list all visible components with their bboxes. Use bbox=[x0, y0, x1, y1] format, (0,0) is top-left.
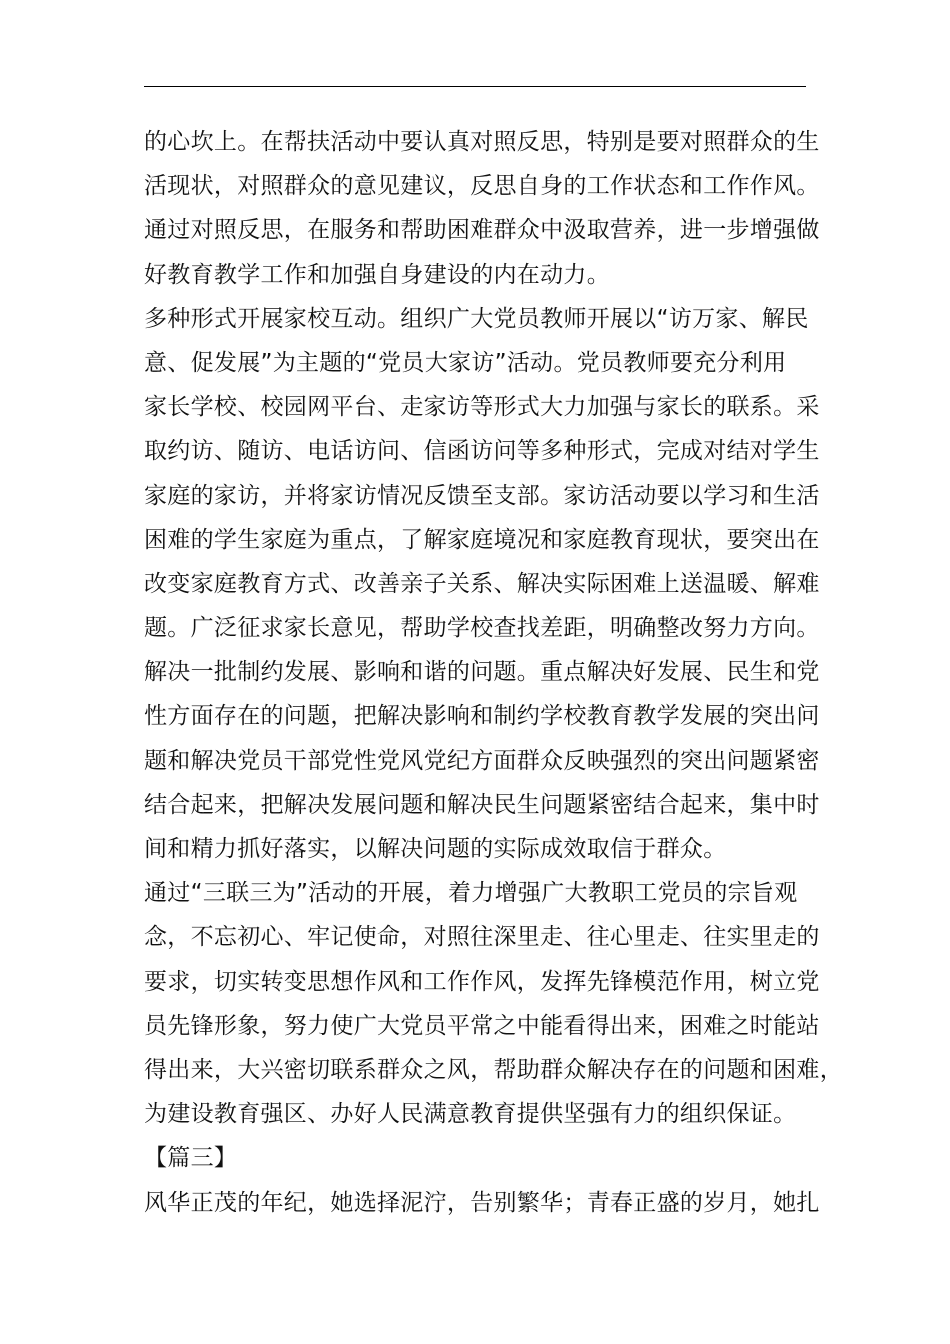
text-line: 好教育教学工作和加强自身建设的内在动力。 bbox=[144, 261, 610, 288]
text-line: 改变家庭教育方式、改善亲子关系、解决实际困难上送温暖、解难 bbox=[144, 570, 820, 597]
text-line: 结合起来，把解决发展问题和解决民生问题紧密结合起来，集中时 bbox=[144, 791, 820, 818]
text-line: 员先锋形象，努力使广大党员平常之中能看得出来，困难之时能站 bbox=[144, 1012, 820, 1039]
text-line: 活现状，对照群众的意见建议，反思自身的工作状态和工作作风。 bbox=[144, 173, 820, 200]
text-line: 要求，切实转变思想作风和工作作风，发挥先锋模范作用，树立党 bbox=[144, 968, 820, 995]
text-line: 通过对照反思，在服务和帮助困难群众中汲取营养，进一步增强做 bbox=[144, 217, 820, 244]
text-line: 性方面存在的问题，把解决影响和制约学校教育教学发展的突出问 bbox=[144, 703, 820, 730]
section-heading: 【篇三】 bbox=[144, 1145, 238, 1172]
text-line: 为建设教育强区、办好人民满意教育提供坚强有力的组织保证。 bbox=[144, 1101, 797, 1128]
text-line: 困难的学生家庭为重点，了解家庭境况和家庭教育现状，要突出在 bbox=[144, 526, 820, 553]
text-line: 间和精力抓好落实，以解决问题的实际成效取信于群众。 bbox=[144, 836, 727, 862]
text-line: 念，不忘初心、牢记使命，对照往深里走、往心里走、往实里走的 bbox=[144, 924, 820, 951]
header-rule bbox=[144, 86, 806, 87]
document-body bbox=[144, 120, 843, 1225]
text-line: 家长学校、校园网平台、走家访等形式大力加强与家长的联系。采 bbox=[144, 394, 820, 421]
text-line: 题和解决党员干部党性党风党纪方面群众反映强烈的突出问题紧密 bbox=[144, 747, 820, 774]
text-line: 意、促发展”为主题的“党员大家访”活动。党员教师要充分利用 bbox=[144, 349, 787, 376]
text-line: 取约访、随访、电话访问、信函访问等多种形式，完成对结对学生 bbox=[144, 438, 820, 465]
text-line: 解决一批制约发展、影响和谐的问题。重点解决好发展、民生和党 bbox=[144, 659, 820, 686]
text-line: 风华正茂的年纪，她选择泥泞，告别繁华；青春正盛的岁月，她扎 bbox=[144, 1189, 820, 1216]
text-line: 家庭的家访，并将家访情况反馈至支部。家访活动要以学习和生活 bbox=[144, 482, 820, 509]
text-line: 的心坎上。在帮扶活动中要认真对照反思，特别是要对照群众的生 bbox=[144, 129, 820, 155]
text-line: 题。广泛征求家长意见，帮助学校查找差距，明确整改努力方向。 bbox=[144, 615, 820, 642]
text-line: 得出来，大兴密切联系群众之风，帮助群众解决存在的问题和困难， bbox=[144, 1056, 843, 1083]
text-line: 通过“三联三为”活动的开展，着力增强广大教职工党员的宗旨观 bbox=[144, 880, 798, 907]
text-line: 多种形式开展家校互动。组织广大党员教师开展以“访万家、解民 bbox=[144, 305, 809, 332]
